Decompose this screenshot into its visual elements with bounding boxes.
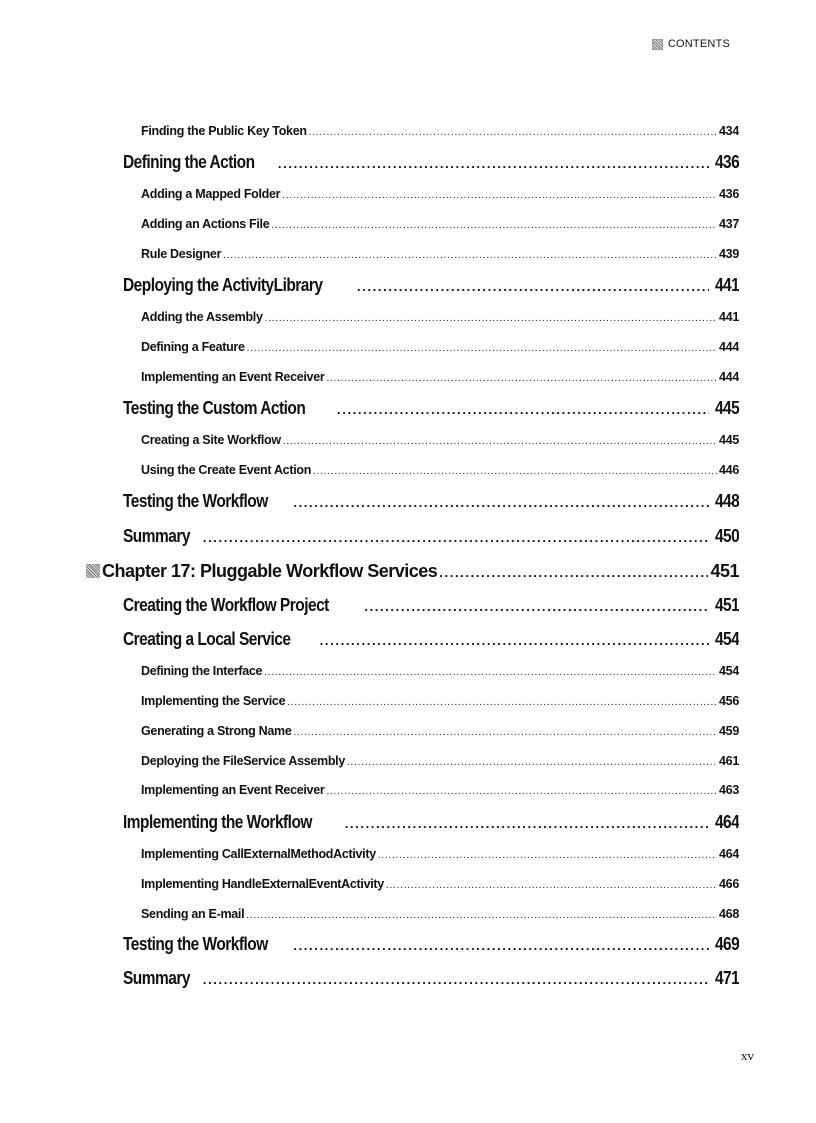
- toc-entry-page: 444: [719, 370, 739, 384]
- toc-entry-page: 436: [714, 152, 739, 172]
- toc-entry-page: 461: [719, 754, 739, 768]
- dot-leader: [364, 599, 708, 614]
- dot-leader: [357, 279, 709, 294]
- toc-entry-title: Defining a Feature: [141, 340, 245, 354]
- dot-leader: [386, 880, 717, 891]
- toc-entry[interactable]: [123, 812, 739, 836]
- toc-entry[interactable]: [123, 398, 739, 422]
- toc-entry[interactable]: [141, 340, 739, 358]
- toc-entry[interactable]: [141, 433, 739, 451]
- toc-entry-page: 445: [714, 398, 739, 418]
- toc-entry[interactable]: [141, 463, 739, 481]
- toc-entry-title: Rule Designer: [141, 247, 222, 261]
- toc-entry-title: Creating the Workflow Project: [123, 595, 329, 615]
- dot-leader: [282, 190, 717, 201]
- toc-entry-page: 441: [714, 275, 739, 295]
- toc-entry-page: 454: [719, 664, 739, 678]
- toc-entry[interactable]: [141, 724, 739, 742]
- toc-entry-title: Defining the Action: [123, 152, 255, 172]
- dot-leader: [293, 495, 708, 510]
- dot-leader: [287, 697, 717, 708]
- toc-entry[interactable]: [141, 187, 739, 205]
- dot-leader: [326, 786, 717, 797]
- dot-leader: [246, 910, 717, 921]
- toc-entry-title: [86, 561, 437, 582]
- toc-entry-title: Implementing the Workflow: [123, 812, 312, 832]
- dot-leader: [203, 972, 709, 987]
- chapter-title: Chapter 17: Pluggable Workflow Services: [102, 561, 438, 581]
- toc-entry[interactable]: [141, 694, 739, 712]
- toc-entry[interactable]: [141, 217, 739, 235]
- toc-entry-title: Summary: [123, 968, 190, 988]
- toc-entry[interactable]: [123, 152, 739, 176]
- toc-entry-title: Deploying the FileService Assembly: [141, 754, 345, 768]
- toc-entry-page: 444: [719, 340, 739, 354]
- toc-entry-title: Testing the Custom Action: [123, 398, 306, 418]
- dot-leader: [278, 156, 709, 171]
- toc-entry-title: Creating a Site Workflow: [141, 433, 281, 447]
- toc-entry-page: 451: [710, 561, 739, 581]
- page-number: xv: [741, 1048, 754, 1063]
- toc-entry[interactable]: [123, 275, 739, 299]
- toc-entry-page: 471: [714, 968, 739, 988]
- toc-entry[interactable]: [123, 629, 739, 653]
- toc-entry[interactable]: [141, 664, 739, 682]
- toc-entry-title: Generating a Strong Name: [141, 724, 292, 738]
- toc-entry-title: Implementing an Event Receiver: [141, 370, 325, 384]
- toc-chapter-entry[interactable]: [86, 561, 739, 585]
- toc-entry-title: Testing the Workflow: [123, 934, 268, 954]
- dot-leader: [378, 850, 717, 861]
- toc-entry-page: 459: [719, 724, 739, 738]
- dot-leader: [293, 727, 717, 738]
- toc-entry-title: Deploying the ActivityLibrary: [123, 275, 323, 295]
- toc-entry-page: 445: [719, 433, 739, 447]
- dot-leader: [271, 220, 717, 231]
- toc-entry[interactable]: [123, 595, 739, 619]
- toc-entry-title: Implementing CallExternalMethodActivity: [141, 847, 376, 861]
- toc-entry-page: 439: [719, 247, 739, 261]
- dot-leader: [337, 402, 709, 417]
- toc-entry-page: 441: [719, 310, 739, 324]
- toc-entry-title: Implementing the Service: [141, 694, 286, 708]
- toc-entry-title: Summary: [123, 526, 190, 546]
- dot-leader: [345, 816, 709, 831]
- toc-entry-title: Adding a Mapped Folder: [141, 187, 281, 201]
- toc-entry-page: 454: [714, 629, 739, 649]
- dot-leader: [439, 565, 708, 580]
- toc-entry-page: 463: [719, 783, 739, 797]
- toc-entry-title: Adding the Assembly: [141, 310, 263, 324]
- toc-entry[interactable]: [123, 934, 739, 958]
- dot-leader: [320, 633, 709, 648]
- toc-entry[interactable]: [123, 968, 739, 992]
- toc-entry[interactable]: [141, 247, 739, 265]
- toc-entry[interactable]: [141, 754, 739, 772]
- dot-leader: [293, 938, 708, 953]
- toc-entry-title: Testing the Workflow: [123, 491, 268, 511]
- toc-entry-page: 451: [714, 595, 739, 615]
- chapter-marker-icon: [86, 564, 100, 578]
- toc-entry-title: Defining the Interface: [141, 664, 263, 678]
- toc-entry[interactable]: [141, 847, 739, 865]
- toc-entry[interactable]: [141, 783, 739, 801]
- toc-entry-title: Sending an E-mail: [141, 907, 245, 921]
- toc-entry-page: 464: [714, 812, 739, 832]
- dot-leader: [347, 757, 717, 768]
- toc-entry-page: 468: [719, 907, 739, 921]
- toc-entry-page: 466: [719, 877, 739, 891]
- toc-entry-title: Implementing HandleExternalEventActivity: [141, 877, 384, 891]
- dot-leader: [313, 466, 717, 477]
- toc-entry-page: 436: [719, 187, 739, 201]
- toc-entry-page: 446: [719, 463, 739, 477]
- dot-leader: [309, 127, 717, 138]
- toc-entry-page: 464: [719, 847, 739, 861]
- toc-entry-page: 450: [714, 526, 739, 546]
- toc-entry[interactable]: [141, 877, 739, 895]
- dot-leader: [203, 530, 709, 545]
- toc-entry-title: Implementing an Event Receiver: [141, 783, 325, 797]
- toc-entry[interactable]: [141, 124, 739, 142]
- toc-entry-page: 456: [719, 694, 739, 708]
- toc-entry-page: 469: [714, 934, 739, 954]
- dot-leader: [223, 250, 717, 261]
- toc-entry-title: Creating a Local Service: [123, 629, 291, 649]
- toc-entry-page: 437: [719, 217, 739, 231]
- toc-entry[interactable]: [141, 907, 739, 925]
- toc-entry[interactable]: [123, 526, 739, 550]
- toc-entry-title: Finding the Public Key Token: [141, 124, 307, 138]
- toc-entry[interactable]: [141, 370, 739, 388]
- dot-leader: [247, 343, 717, 354]
- toc-entry-title: Adding an Actions File: [141, 217, 270, 231]
- dot-leader: [265, 313, 717, 324]
- dot-leader: [326, 373, 717, 384]
- toc-entry-title: Using the Create Event Action: [141, 463, 312, 477]
- toc-entry-page: 448: [714, 491, 739, 511]
- running-header-label: CONTENTS: [667, 38, 730, 50]
- dot-leader: [283, 436, 717, 447]
- toc-entry[interactable]: [123, 491, 739, 515]
- dot-leader: [264, 667, 717, 678]
- toc-entry-page: 434: [719, 124, 739, 138]
- toc-entry[interactable]: [141, 310, 739, 328]
